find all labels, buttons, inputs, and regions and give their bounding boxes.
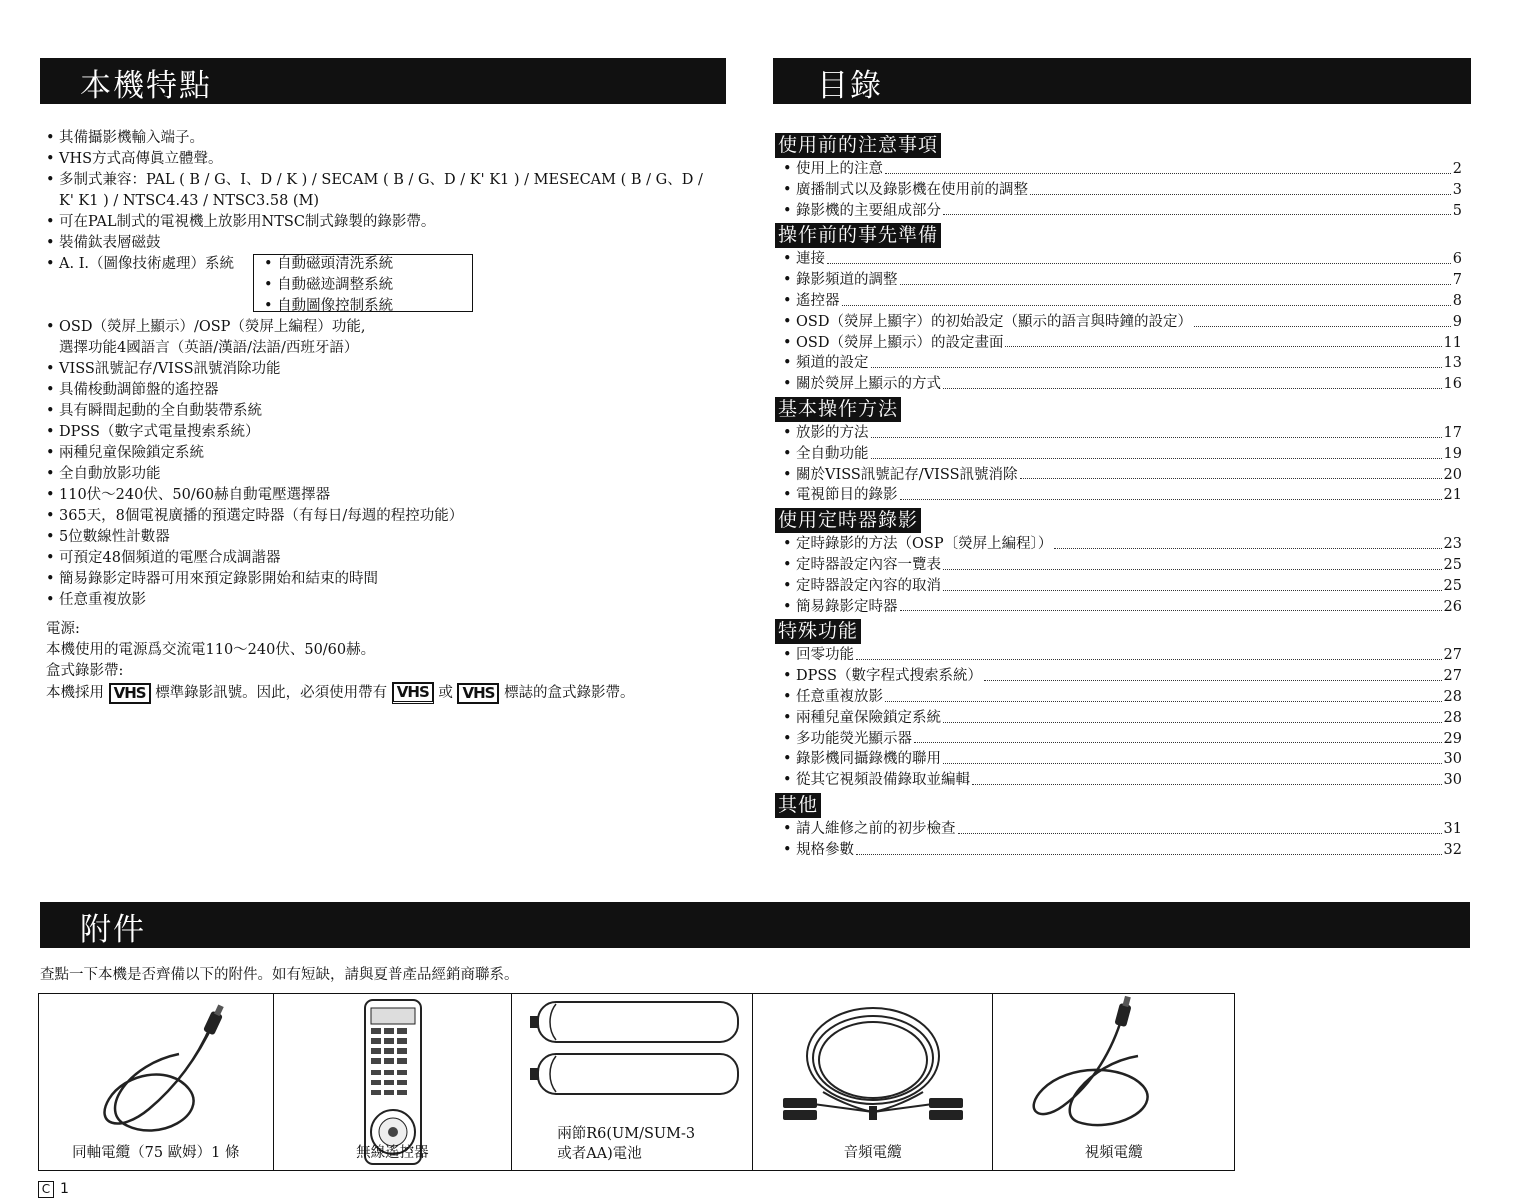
toc-entry-page: 30: [1443, 772, 1462, 789]
toc-bullet: •: [783, 272, 792, 289]
toc-leader-dots: [914, 729, 1442, 744]
ai-bracket: [253, 254, 473, 312]
toc-entry[interactable]: [775, 201, 1462, 222]
toc-entry-label: 全自動功能: [796, 445, 869, 462]
toc-section: [775, 506, 1462, 534]
vhs-pal-secam-logo: VHS: [392, 682, 434, 704]
page-letter: C: [38, 1181, 54, 1198]
audio-cable-icon: [753, 994, 993, 1144]
accessories-intro: 查點一下本機是否齊備以下的附件。如有短缺，請與夏普產品經銷商聯系。: [40, 967, 519, 983]
toc-bullet: •: [783, 598, 792, 615]
toc-bullet: •: [783, 688, 792, 705]
toc-entry-page: 32: [1443, 841, 1462, 858]
batteries-icon: [512, 994, 752, 1114]
toc-entry-page: 17: [1443, 424, 1462, 441]
toc-entry[interactable]: [775, 444, 1462, 465]
toc-entry[interactable]: [775, 249, 1462, 270]
toc-entry-label: 遙控器: [796, 292, 840, 309]
toc-entry[interactable]: [775, 840, 1462, 861]
toc-section-title: 特殊功能: [775, 619, 861, 644]
toc-entry-label: 錄影頻道的調整: [796, 272, 898, 289]
toc-entry-label: 任意重複放影: [796, 688, 883, 705]
feature-item: • 具有瞬間起動的全自動裝帶系統: [46, 401, 716, 422]
feature-item: • VISS訊號記存/VISS訊號消除功能: [46, 359, 716, 380]
toc-section-title: 使用前的注意事項: [775, 133, 941, 158]
toc-entry-label: 兩種兒童保險鎖定系統: [796, 709, 941, 726]
feature-item: • 可在PAL制式的電視機上放影用NTSC制式錄製的錄影帶。: [46, 212, 716, 233]
toc-section: [775, 395, 1462, 423]
toc-bullet: •: [783, 424, 792, 441]
toc-leader-dots: [943, 374, 1442, 389]
toc-entry-label: 廣播制式以及錄影機在使用前的調整: [796, 181, 1028, 198]
toc-bullet: •: [783, 313, 792, 330]
feature-item: • 365天，8個電視廣播的預選定時器（有每日/每週的程控功能）: [46, 506, 716, 527]
toc-leader-dots: [1030, 180, 1451, 195]
feature-item: • 多制式兼容：PAL ( B / G、I、D / K ) / SECAM ( B / G、D / K' K1 ) / MESECAM ( B / G、D /: [46, 170, 716, 191]
ai-sub-item: • 自動磁頭清洗系統: [264, 256, 394, 272]
feature-item: • 全自動放影功能: [46, 464, 716, 485]
toc-entry-label: 簡易錄影定時器: [796, 598, 898, 615]
features-banner: [40, 58, 726, 104]
toc-entry-label: OSD（熒屏上顯示）的設定畫面: [796, 334, 1004, 351]
toc-entry[interactable]: [775, 597, 1462, 618]
features-list: [46, 128, 716, 704]
toc-bullet: •: [783, 730, 792, 747]
toc-entry-page: 25: [1443, 577, 1462, 594]
toc-leader-dots: [943, 749, 1442, 764]
feature-item: • 兩種兒童保險鎖定系統: [46, 443, 716, 464]
toc-entry-label: 錄影機的主要組成部分: [796, 202, 941, 219]
toc-entry-page: 11: [1443, 334, 1462, 351]
toc-entry-page: 13: [1443, 355, 1462, 372]
toc-leader-dots: [943, 201, 1451, 216]
toc-entry-label: OSD（熒屏上顯字）的初始設定（顯示的語言與時鐘的設定）: [796, 313, 1192, 330]
feature-item: • 裝備鈦表層磁鼓: [46, 233, 716, 254]
toc-entry[interactable]: [775, 353, 1462, 374]
toc-entry-page: 7: [1452, 272, 1462, 289]
feature-item: • 可預定48個頻道的電壓合成調諧器: [46, 548, 716, 569]
toc-bullet: •: [783, 841, 792, 858]
toc-leader-dots: [943, 555, 1442, 570]
toc-entry-label: 電視節目的錄影: [796, 487, 898, 504]
power-text: 本機使用的電源爲交流電110～240伏、50/60赫。: [46, 642, 376, 658]
toc-section-title: 基本操作方法: [775, 397, 901, 422]
feature-item: • OSD（熒屏上顯示）/OSP（熒屏上編程）功能,: [46, 317, 716, 338]
toc-entry[interactable]: [775, 333, 1462, 354]
ai-sub-item: • 自動圖像控制系統: [264, 298, 394, 314]
toc-bullet: •: [783, 820, 792, 837]
toc-leader-dots: [842, 291, 1451, 306]
ai-system: [46, 254, 716, 317]
feature-item: • VHS方式高傳眞立體聲。: [46, 149, 716, 170]
toc-leader-dots: [900, 597, 1442, 612]
accessory-caption: 無線遙控器: [356, 1145, 429, 1161]
toc-leader-dots: [871, 353, 1442, 368]
toc-entry-label: 回零功能: [796, 647, 854, 664]
coax-cable-icon: [39, 994, 273, 1144]
accessory-cell: [753, 994, 994, 1170]
toc-entry-page: 30: [1443, 751, 1462, 768]
features-title: 本機特點: [80, 68, 212, 104]
toc-entry-page: 25: [1443, 556, 1462, 573]
toc-leader-dots: [1054, 534, 1441, 549]
toc-leader-dots: [1194, 312, 1451, 327]
accessory-caption-line: 或者AA)電池: [557, 1146, 642, 1162]
toc-leader-dots: [885, 159, 1451, 174]
toc-entry-page: 28: [1443, 709, 1462, 726]
feature-item-cont: 選擇功能4國語言（英語/漢語/法語/西班牙語）: [59, 340, 359, 356]
toc-entry-page: 5: [1452, 202, 1462, 219]
vhs-logo: VHS: [109, 683, 151, 704]
cassette-text: [46, 682, 716, 704]
toc-leader-dots: [958, 819, 1442, 834]
toc-entry-label: 定時錄影的方法（OSP〔熒屏上編程〕）: [796, 536, 1053, 553]
toc-bullet: •: [783, 466, 792, 483]
toc-section-title: 使用定時器錄影: [775, 508, 921, 533]
toc-bullet: •: [783, 751, 792, 768]
toc-leader-dots: [984, 666, 1442, 681]
toc-leader-dots: [885, 687, 1442, 702]
vhs-logo: VHS: [457, 683, 499, 704]
toc-entry-page: 21: [1443, 487, 1462, 504]
accessory-cell: [512, 994, 753, 1170]
toc-leader-dots: [943, 708, 1442, 723]
feature-item: • 110伏～240伏、50/60赫自動電壓選擇器: [46, 485, 716, 506]
toc-entry[interactable]: [775, 749, 1462, 770]
toc-title: 目錄: [817, 68, 883, 104]
table-of-contents: [775, 131, 1462, 861]
ai-sub-item: • 自動磁迹調整系統: [264, 277, 394, 293]
toc-entry-label: 關於VISS訊號記存/VISS訊號消除: [796, 466, 1018, 483]
accessory-cell: [39, 994, 274, 1170]
toc-entry-label: 頻道的設定: [796, 355, 869, 372]
toc-entry-page: 20: [1443, 466, 1462, 483]
toc-leader-dots: [1020, 465, 1442, 480]
toc-bullet: •: [783, 772, 792, 789]
toc-entry[interactable]: [775, 291, 1462, 312]
toc-entry[interactable]: [775, 270, 1462, 291]
toc-entry-label: 連接: [796, 251, 825, 268]
toc-section-title: 操作前的事先準備: [775, 223, 941, 248]
toc-bullet: •: [783, 668, 792, 685]
toc-entry-page: 28: [1443, 688, 1462, 705]
toc-entry-page: 31: [1443, 820, 1462, 837]
cassette-text-a: 本機採用: [46, 685, 104, 701]
cassette-label: 盒式錄影帶:: [46, 663, 124, 679]
toc-bullet: •: [783, 556, 792, 573]
feature-item: • 具備梭動調節盤的遙控器: [46, 380, 716, 401]
toc-bullet: •: [783, 487, 792, 504]
toc-section: [775, 791, 1462, 819]
toc-entry-label: 請人維修之前的初步檢查: [796, 820, 956, 837]
cassette-text-d: 標誌的盒式錄影帶。: [504, 685, 635, 701]
toc-entry-label: DPSS（數字程式搜索系統）: [796, 668, 982, 685]
accessory-caption: 音頻電纜: [843, 1145, 902, 1161]
toc-entry-page: 23: [1443, 536, 1462, 553]
toc-leader-dots: [1005, 333, 1441, 348]
toc-bullet: •: [783, 376, 792, 393]
toc-entry-label: 定時器設定內容一覽表: [796, 556, 941, 573]
feature-item: • 5位數線性計數器: [46, 527, 716, 548]
toc-bullet: •: [783, 445, 792, 462]
feature-item: • DPSS（數字式電量搜索系統）: [46, 422, 716, 443]
toc-entry[interactable]: [775, 645, 1462, 666]
accessories-grid: [38, 993, 1235, 1171]
toc-entry[interactable]: [775, 423, 1462, 444]
toc-leader-dots: [856, 840, 1442, 855]
toc-entry[interactable]: [775, 374, 1462, 395]
toc-entry-page: 26: [1443, 598, 1462, 615]
feature-item: • 任意重複放影: [46, 590, 716, 611]
toc-section-title: 其他: [775, 793, 821, 818]
toc-entry[interactable]: [775, 666, 1462, 687]
toc-entry-page: 19: [1443, 445, 1462, 462]
toc-bullet: •: [783, 292, 792, 309]
toc-entry[interactable]: [775, 159, 1462, 180]
toc-banner: [773, 58, 1471, 104]
toc-leader-dots: [856, 645, 1442, 660]
toc-entry[interactable]: [775, 465, 1462, 486]
video-cable-icon: [993, 994, 1234, 1144]
toc-bullet: •: [783, 181, 792, 198]
toc-entry-label: 關於熒屏上顯示的方式: [796, 376, 941, 393]
toc-entry-page: 27: [1443, 668, 1462, 685]
toc-bullet: •: [783, 709, 792, 726]
toc-leader-dots: [900, 485, 1442, 500]
toc-entry[interactable]: [775, 485, 1462, 506]
toc-entry-label: 從其它視頻設備錄取並編輯: [796, 772, 970, 789]
toc-bullet: •: [783, 647, 792, 664]
toc-entry-label: 規格參數: [796, 841, 854, 858]
page-number-value: 1: [60, 1181, 69, 1197]
feature-item-cont: K' K1 ) / NTSC4.43 / NTSC3.58 (M): [59, 193, 320, 209]
toc-bullet: •: [783, 334, 792, 351]
accessories-title: 附件: [80, 912, 146, 948]
toc-leader-dots: [972, 770, 1442, 785]
toc-entry[interactable]: [775, 687, 1462, 708]
ai-label: • A. I.（圖像技術處理）系統: [46, 254, 716, 275]
toc-entry-label: 多功能熒光顯示器: [796, 730, 912, 747]
toc-entry-label: 放影的方法: [796, 424, 869, 441]
accessory-caption: 視頻電纜: [1084, 1145, 1143, 1161]
toc-entry[interactable]: [775, 555, 1462, 576]
toc-entry[interactable]: [775, 576, 1462, 597]
toc-bullet: •: [783, 355, 792, 372]
cassette-text-c: 或: [438, 685, 453, 701]
toc-entry[interactable]: [775, 534, 1462, 555]
toc-bullet: •: [783, 202, 792, 219]
power-label: 電源:: [46, 621, 80, 637]
toc-bullet: •: [783, 251, 792, 268]
toc-bullet: •: [783, 161, 792, 177]
toc-entry[interactable]: [775, 729, 1462, 750]
toc-bullet: •: [783, 577, 792, 594]
toc-leader-dots: [900, 270, 1451, 285]
toc-entry-page: 9: [1452, 313, 1462, 330]
toc-entry[interactable]: [775, 770, 1462, 791]
toc-entry-page: 27: [1443, 647, 1462, 664]
toc-entry-label: 錄影機同攝錄機的聯用: [796, 751, 941, 768]
accessory-caption-line: 兩節R6(UM/SUM-3: [557, 1126, 696, 1142]
feature-item: • 簡易錄影定時器可用來預定錄影開始和結束的時間: [46, 569, 716, 590]
toc-leader-dots: [871, 423, 1442, 438]
toc-entry-page: 29: [1443, 730, 1462, 747]
cassette-text-b: 標準錄影訊號。因此，必須使用帶有: [155, 685, 388, 701]
toc-entry-page: 2: [1452, 161, 1462, 177]
toc-entry[interactable]: [775, 180, 1462, 201]
toc-leader-dots: [827, 249, 1451, 264]
toc-entry-page: 16: [1443, 376, 1462, 393]
toc-entry[interactable]: [775, 312, 1462, 333]
accessory-caption: [557, 1124, 695, 1164]
toc-entry-page: 3: [1452, 181, 1462, 198]
toc-entry-label: 使用上的注意: [796, 161, 883, 177]
toc-section: [775, 131, 1462, 159]
accessories-banner: [40, 902, 1470, 948]
toc-entry-page: 8: [1452, 292, 1462, 309]
toc-bullet: •: [783, 536, 792, 553]
toc-entry[interactable]: [775, 819, 1462, 840]
toc-entry-label: 定時器設定內容的取消: [796, 577, 941, 594]
toc-section: [775, 617, 1462, 645]
feature-item: • 其備攝影機輸入端子。: [46, 128, 716, 149]
toc-entry-page: 6: [1452, 251, 1462, 268]
accessory-cell: [274, 994, 513, 1170]
toc-leader-dots: [871, 444, 1442, 459]
accessory-caption: 同軸電纜（75 歐姆）1 條: [72, 1145, 240, 1161]
toc-leader-dots: [943, 576, 1442, 591]
accessory-cell: [993, 994, 1234, 1170]
page-number: [38, 1181, 69, 1198]
toc-section: [775, 221, 1462, 249]
toc-entry[interactable]: [775, 708, 1462, 729]
